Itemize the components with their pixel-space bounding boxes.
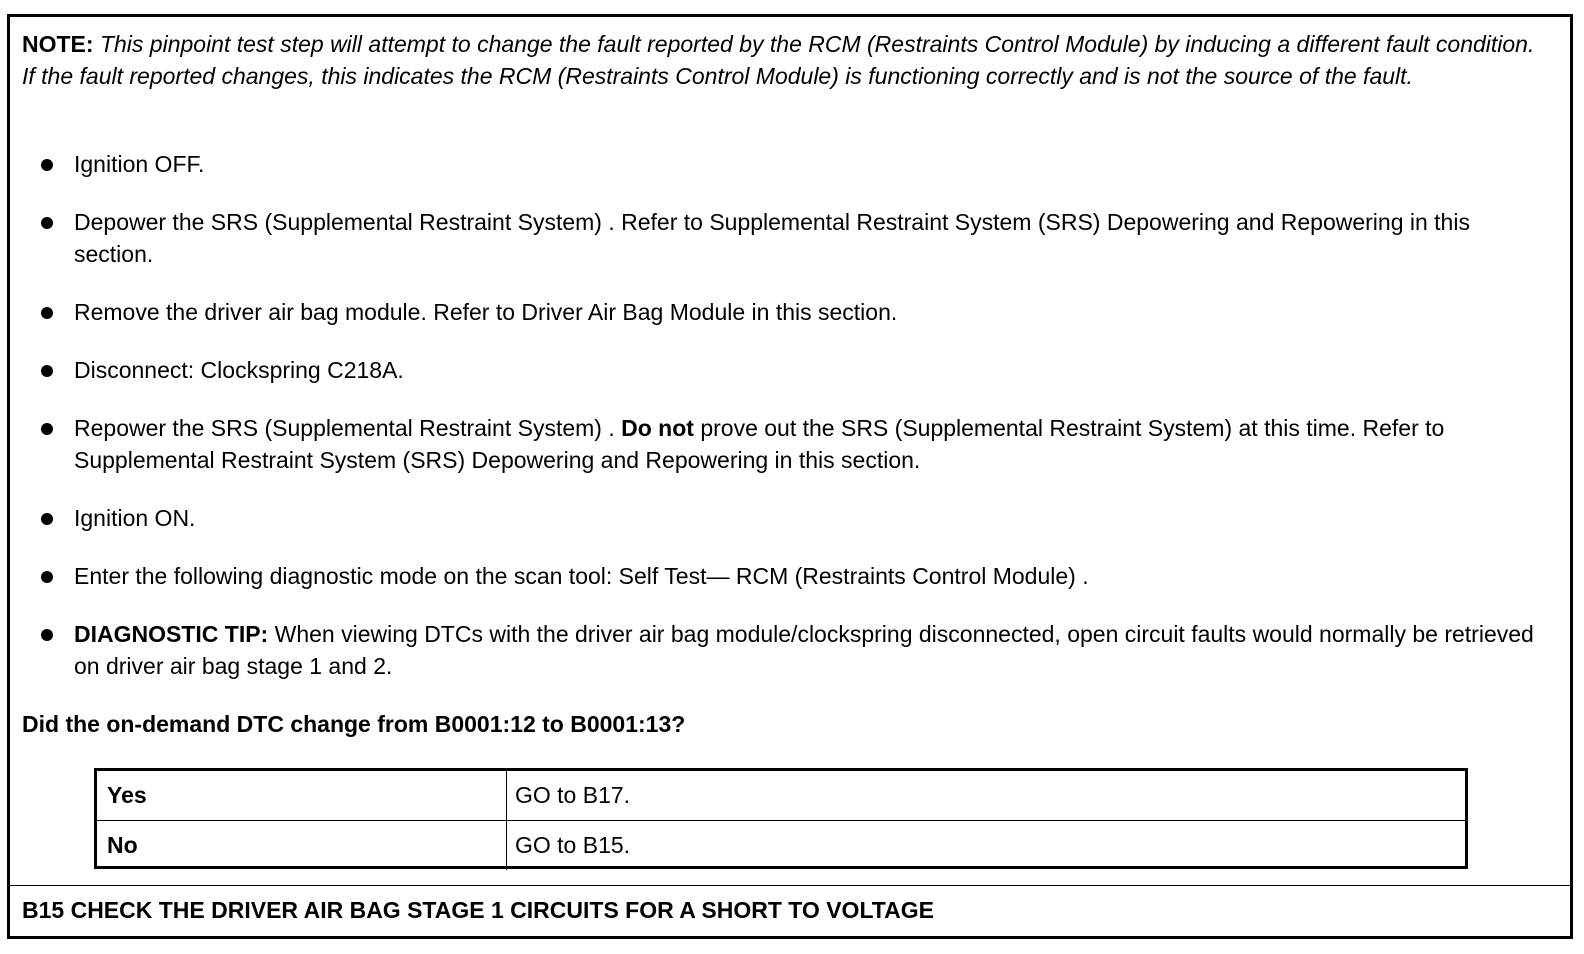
note-paragraph (22, 28, 1552, 92)
step-text: Disconnect: Clockspring C218A. (74, 357, 404, 383)
step-emphasis: Do not (621, 415, 694, 441)
bullet-icon (41, 217, 53, 229)
answer-key: Yes (107, 782, 147, 808)
note-text: This pinpoint test step will attempt to change the fault reported by the RCM (Restraints Control Module) by inducing a different fault condition. If the fault reported changes, this indicates the RCM (Restraints Control Module) is functioning correctly and is not the source of the fault. (22, 31, 1535, 89)
bullet-icon (41, 571, 53, 583)
step-text-post: prove out the SRS (Supplemental Restraint System) at this time. Refer to Supplemental Restraint System (SRS) Depowering and Repowering in this section. (74, 415, 1445, 473)
column-divider (506, 821, 507, 870)
next-step-heading: B15 CHECK THE DRIVER AIR BAG STAGE 1 CIRCUITS FOR A SHORT TO VOLTAGE (22, 897, 934, 923)
question-text: Did the on-demand DTC change from B0001:12 to B0001:13? (22, 711, 686, 737)
diagnostic-tip-text: When viewing DTCs with the driver air bag module/clockspring disconnected, open circuit faults would normally be retrieved on driver air bag stage 1 and 2. (74, 621, 1534, 679)
bullet-icon (41, 629, 53, 641)
answer-key: No (107, 832, 138, 858)
diagnostic-tip-label: DIAGNOSTIC TIP: (74, 621, 269, 647)
answer-value: GO to B17. (515, 782, 631, 808)
bullet-icon (41, 513, 53, 525)
bullet-icon (41, 365, 53, 377)
step-text: Ignition ON. (74, 505, 196, 531)
bullet-icon (41, 307, 53, 319)
answer-row-yes (97, 771, 1465, 821)
step-text (74, 618, 1534, 682)
step-text: Ignition OFF. (74, 151, 205, 177)
bullet-icon (41, 423, 53, 435)
step-text: Remove the driver air bag module. Refer to Driver Air Bag Module in this section. (74, 299, 898, 325)
column-divider (506, 771, 507, 820)
step-text-pre: Repower the SRS (Supplemental Restraint System) . (74, 415, 622, 441)
bullet-icon (41, 159, 53, 171)
answer-table (94, 768, 1468, 869)
step-text (74, 412, 1534, 476)
section-divider (10, 885, 1570, 886)
step-text: Enter the following diagnostic mode on the scan tool: Self Test— RCM (Restraints Control Module) . (74, 563, 1089, 589)
answer-row-no (97, 821, 1465, 870)
note-label: NOTE: (22, 31, 94, 57)
step-text: Depower the SRS (Supplemental Restraint System) . Refer to Supplemental Restraint System (SRS) Depowering and Repowering in this section. (74, 209, 1470, 267)
answer-value: GO to B15. (515, 832, 631, 858)
